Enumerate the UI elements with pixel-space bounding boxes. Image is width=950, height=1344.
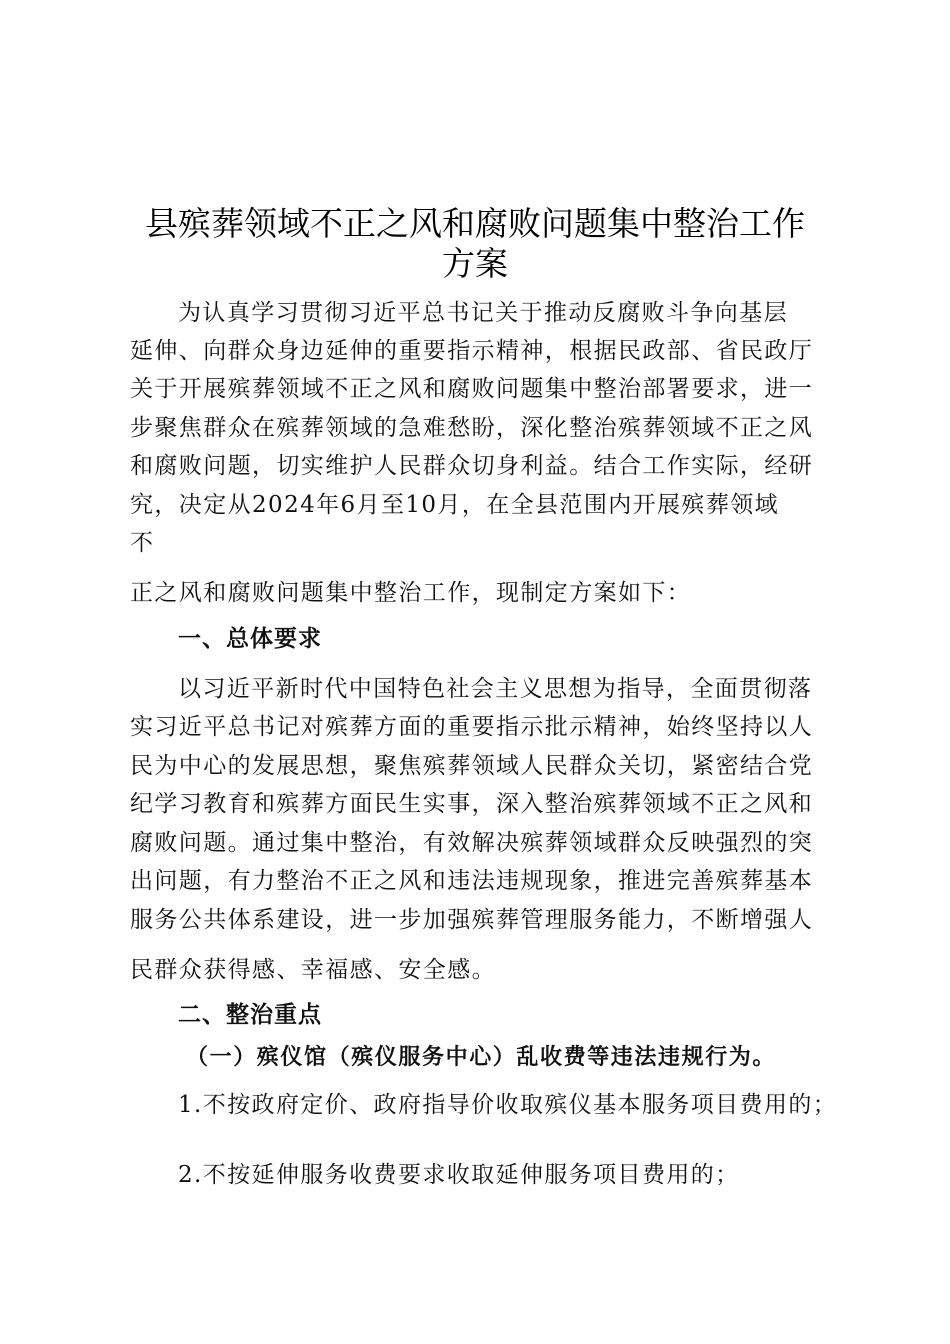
section-heading-key-rectification: 二、整治重点 [178,1002,322,1028]
intro-line: 延伸、向群众身边延伸的重要指示精神，根据民政部、省民政厅 [130,338,814,364]
body-line: 服务公共体系建设，进一步加强殡葬管理服务能力，不断增强人 [130,907,814,933]
intro-line: 关于开展殡葬领域不正之风和腐败问题集中整治部署要求，进一 [130,376,814,402]
document-title-line1: 县殡葬领域不正之风和腐败问题集中整治工作 [145,204,805,243]
body-line: 民为中心的发展思想，聚焦殡葬领域人民群众关切，紧密结合党 [130,753,814,779]
intro-line: 不 [130,530,155,556]
list-item: 1.不按政府定价、政府指导价收取殡仪基本服务项目费用的； [178,1092,838,1118]
list-item: 2.不按延伸服务收费要求收取延伸服务项目费用的； [178,1162,740,1188]
body-line: 出问题，有力整治不正之风和违法违规现象，推进完善殡葬基本 [130,868,814,894]
body-line: 实习近平总书记对殡葬方面的重要指示批示精神，始终坚持以人 [130,714,814,740]
intro-line: 正之风和腐败问题集中整治工作，现制定方案如下： [130,580,692,606]
body-line: 纪学习教育和殡葬方面民生实事，深入整治殡葬领域不正之风和 [130,791,814,817]
section-heading-overall-requirements: 一、总体要求 [178,626,322,652]
intro-line: 步聚焦群众在殡葬领域的急难愁盼，深化整治殡葬领域不正之风 [130,415,814,441]
body-line: 民群众获得感、幸福感、安全感。 [130,957,496,983]
subsection-heading: （一）殡仪馆（殡仪服务中心）乱收费等违法违规行为。 [186,1044,777,1070]
body-line: 以习近平新时代中国特色社会主义思想为指导，全面贯彻落 [178,676,813,702]
body-line: 腐败问题。通过集中整治，有效解决殡葬领域群众反映强烈的突 [130,830,814,856]
intro-line: 究，决定从2024年6月至10月，在全县范围内开展殡葬领域 [130,492,780,518]
intro-line: 和腐败问题，切实维护人民群众切身利益。结合工作实际，经研 [130,453,814,479]
intro-line: 为认真学习贯彻习近平总书记关于推动反腐败斗争向基层 [178,300,788,326]
document-title-line2: 方案 [442,244,508,283]
